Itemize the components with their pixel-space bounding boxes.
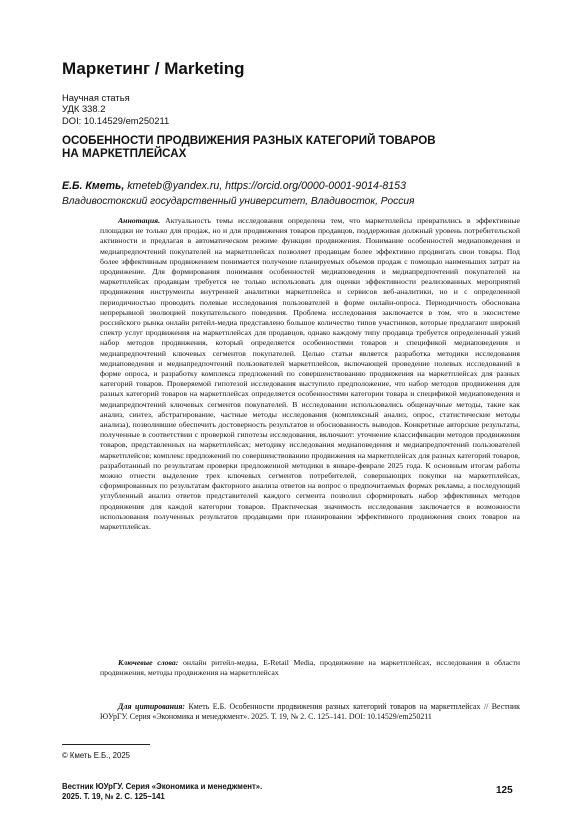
abstract-label: Аннотация. [118, 216, 161, 225]
author-affiliation: Владивостокский государственный университет, Владивосток, Россия [62, 196, 415, 207]
abstract-text: Актуальность темы исследования определена тем, что маркетплейсы превратились в эффективные площадки не только для продаж, но и для продвижения товаров продавцов, поддерживая должный уровень потребительской активности и предлагая в автоматическом режиме функции продвижения. Понимание особенностей медиаповедения и медиапредпочтений покупателей на маркетплейсах позволяет продавцам более эффективно продвигать свои товары. Под более эффективным продвижением понимается получение планируемых объемов продаж с помощью наименьших затрат на продвижение. Для формирования понимания особенностей медиаповедения и медиапредпочтений покупателей на маркетплейсах продавцам требуется не только использовать для оценки эффективности реализованных мероприятий продвижения инструменты внутренней аналитики маркетплейса и сервисов веб-аналитики, но и с определенной периодичностью проводить полевые исследования пользователей в форме онлайн-опроса. Периодичность обоснована непрерывной эволюцией покупательского поведения. Проблема исследования заключается в том, что в экосистеме российского рынка онлайн ритейл-медиа представлено большое количество типов участников, которые предлагают широкий спектр услуг продвижения на маркетплейсах для продавцов, однако каждому типу продавца требуется определенный узкий набор методов продвижения, который определяется особенностями товаров и спецификой медиаповедения и медиапредпочтений ключевых сегментов покупателей. Целью статьи является разработка методики исследования медиаповедения и медиапредпочтений пользователей маркетплейсов, включающей проведение полевых исследований в форме опроса, и разработку комплекса предложений по совершенствованию продвижения на маркетплейсах для разных категорий товаров. Проверяемой гипотезой исследования выступило предположение, что набор методов продвижения для разных категорий товаров на маркетплейсах определяется особенностями категории товара и спецификой медиаповедения и медиапредпочтений ключевых сегментов покупателей. В исследовании использовались общенаучные методы, такие как анализ, синтез, абстрагирование, частные методы исследования (комплексный анализ, опрос, статистические методы анализа), позволившие обеспечить достоверность результатов и обоснованность выводов. Конкретные авторские результаты, полученные в соответствии с проверкой гипотезы исследования, включают: уточнение классификации методов продвижения товаров, представленных на маркетплейсах; методику исследования медиаповедения и медиапредпочтений пользователей маркетплейсов; комплекс предложений по совершенствованию продвижения на маркетплейсах для разных категорий товаров, разработанный по результатам проверки предложенной методики в январе-феврале 2025 года. К основным итогам работы можно отнести выделение трех ключевых сегментов потребителей, совершающих покупки на маркетплейсах, сформированных по результатам факторного анализа ответов на вопрос о предпочитаемых формах рекламы, а последующий углубленный анализ ответов представителей каждого сегмента позволил сформировать набор эффективных методов продвижения для каждой категории товаров. Практическая значимость исследования заключается в возможности использования полученных результатов продавцами при планировании эффективного продвижения своих товаров на маркетплейсах. [100, 216, 520, 532]
keywords-text: онлайн ритейл-медиа, E-Retail Media, продвижение на маркетплейсах, исследования в области продвижения, методы продвижения на маркетплейсах [100, 658, 520, 678]
journal-footer [62, 782, 262, 801]
article-meta [62, 92, 169, 126]
doi: DOI: 10.14529/em250211 [62, 114, 170, 126]
author-contacts: kmeteb@yandex.ru, https://orcid.org/0000-0001-9014-8153 [127, 180, 406, 192]
article-title [62, 134, 532, 161]
journal-footer-line-1: Вестник ЮУрГУ. Серия «Экономика и менеджмент». [62, 782, 263, 791]
author-line [62, 180, 406, 192]
author-name: Е.Б. Кметь, [62, 180, 125, 192]
keywords-label: Ключевые слова: [118, 658, 179, 667]
keywords [100, 658, 520, 678]
section-heading: Маркетинг / Marketing [62, 59, 245, 78]
abstract [100, 216, 520, 532]
copyright: © Кметь Е.Б., 2025 [62, 751, 131, 760]
citation-text: Кметь Е.Б. Особенности продвижения разных категорий товаров на маркетплейсах // Вестник ЮУрГУ. Серия «Экономика и менеджмент». 2025. Т. 19, № 2. С. 125–141. DOI: 10.14529/em250211 [100, 702, 520, 722]
citation-label: Для цитирования: [118, 702, 186, 711]
article-type: Научная статья [62, 92, 130, 103]
page-number: 125 [496, 785, 513, 796]
article-title-line-2: НА МАРКЕТПЛЕЙСАХ [62, 147, 187, 161]
journal-footer-line-2: 2025. Т. 19, № 2. С. 125–141 [62, 791, 165, 801]
citation [100, 702, 520, 722]
footnote-divider [62, 744, 150, 745]
udc-code: УДК 338.2 [62, 103, 106, 115]
article-title-line-1: ОСОБЕННОСТИ ПРОДВИЖЕНИЯ РАЗНЫХ КАТЕГОРИЙ ТОВАРОВ [62, 134, 436, 147]
